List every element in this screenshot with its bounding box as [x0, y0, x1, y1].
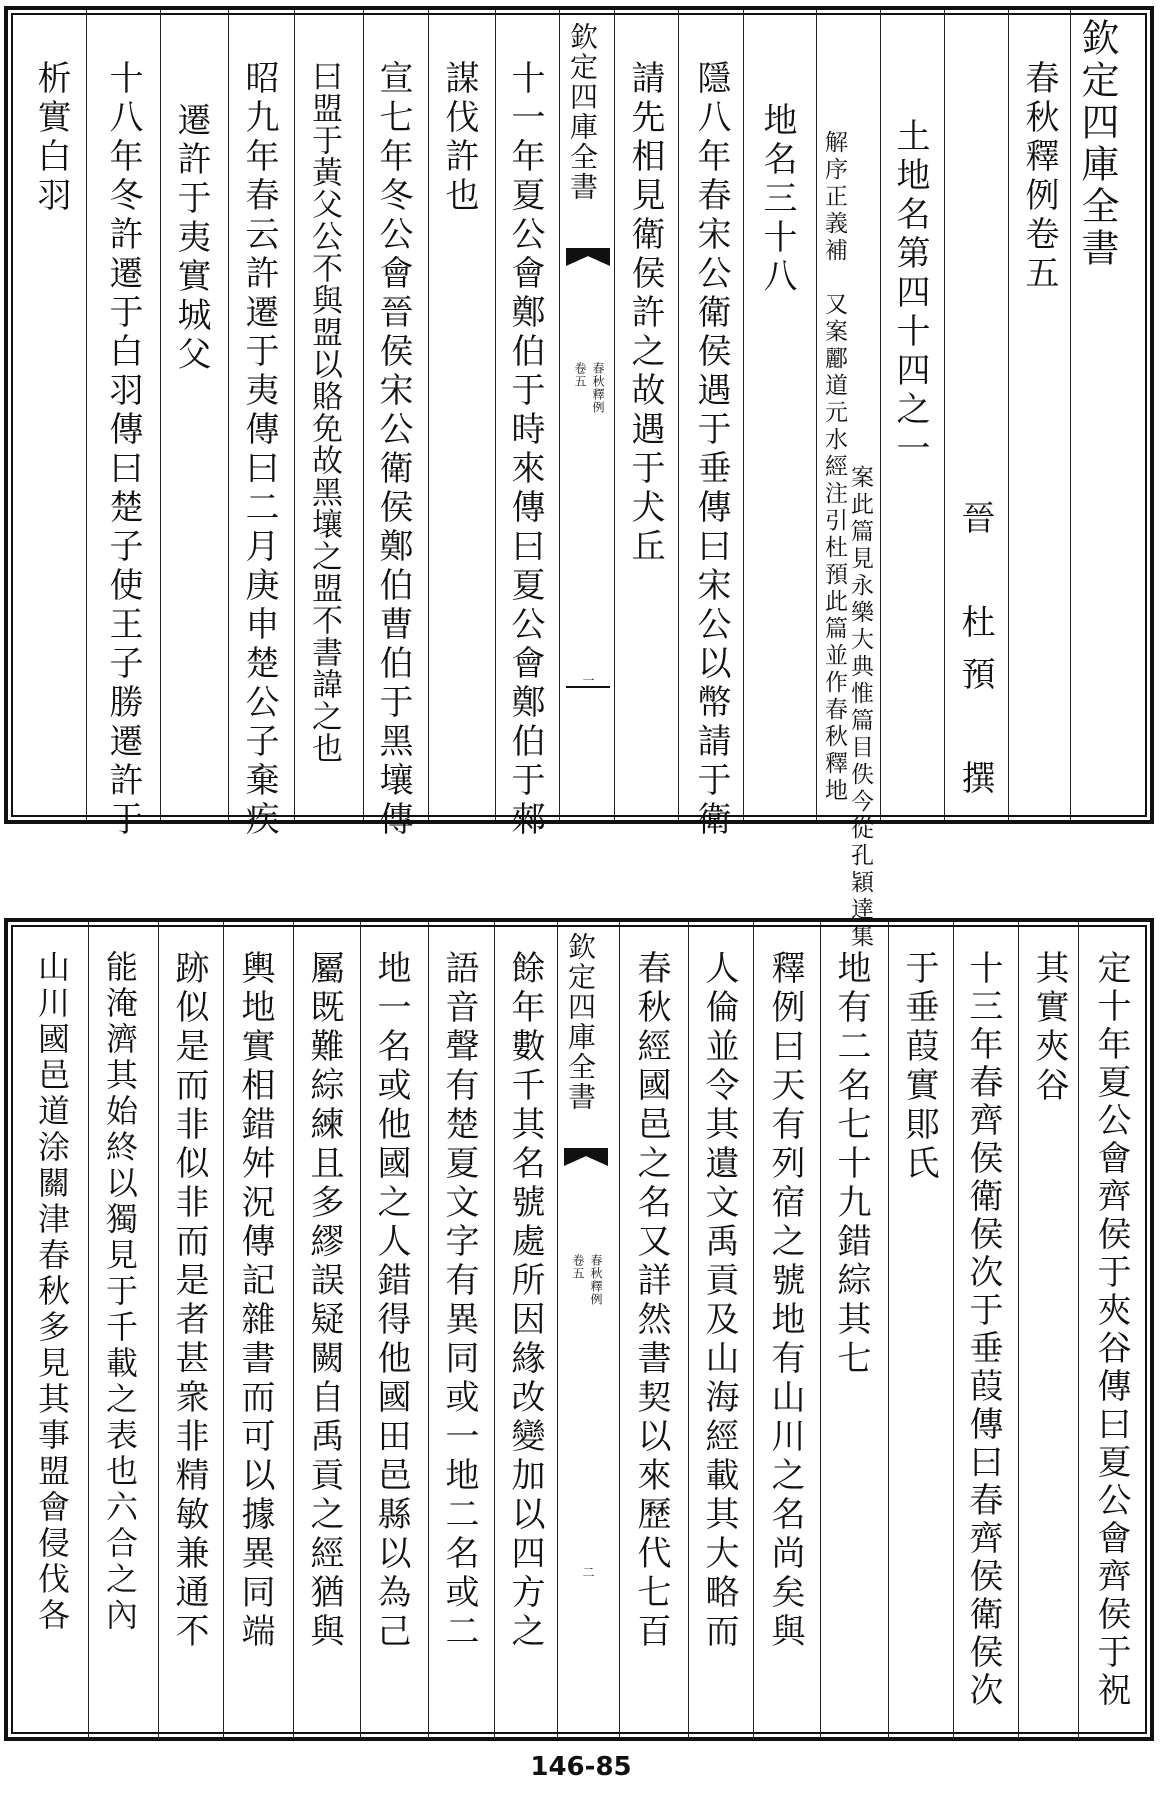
text-column: 跡似是而非似非而是者甚衆非精敏兼通不	[169, 950, 209, 1652]
column-rule	[557, 922, 559, 1737]
text-column: 人倫並令其遺文禹貢及山海經載其大略而	[699, 950, 739, 1652]
column-rule	[688, 922, 690, 1737]
bottom-page	[4, 918, 1154, 1741]
column-rule	[1008, 10, 1010, 820]
collection-title: 欽定四庫全書	[1075, 18, 1119, 270]
column-rule	[753, 922, 755, 1737]
column-rule	[228, 10, 230, 820]
column-rule	[360, 922, 362, 1737]
column-rule	[428, 10, 430, 820]
column-rule	[428, 922, 430, 1737]
column-rule	[614, 10, 616, 820]
column-rule	[953, 922, 955, 1737]
text-column: 地名三十八	[757, 102, 797, 297]
text-column: 定十年夏公會齊侯于夾谷傳曰夏公會齊侯于祝	[1091, 950, 1131, 1710]
column-rule	[743, 10, 745, 820]
column-rule	[880, 10, 882, 820]
column-rule	[160, 10, 162, 820]
spine-volume: 卷五	[573, 362, 587, 388]
fish-tail-mark	[564, 1148, 608, 1166]
text-column: 輿地實相錯舛況傳記雜書而可以據異同端	[235, 950, 275, 1652]
text-column: 其實夾谷	[1029, 950, 1069, 1106]
text-column: 山川國邑道涂關津春秋多見其事盟會侵伐各	[33, 950, 71, 1634]
text-column: 餘年數千其名號處所因緣改變加以四方之	[505, 950, 545, 1652]
text-column: 春秋經國邑之名又詳然書契以來歷代七百	[631, 950, 671, 1652]
column-rule	[1070, 10, 1072, 820]
column-rule	[820, 922, 822, 1737]
text-column: 十三年春齊侯衛侯次于垂葭傳曰春齊侯衛侯次	[963, 950, 1003, 1710]
column-rule	[494, 922, 496, 1737]
spine-title: 欽定四庫全書	[564, 932, 597, 1112]
spine-page: 二	[581, 1566, 595, 1579]
column-rule	[816, 10, 818, 820]
column-rule	[223, 922, 225, 1737]
text-column: 隱八年春宋公衛侯遇于垂傳曰宋公以幣請于衛	[691, 60, 731, 840]
column-rule	[363, 10, 365, 820]
chapter-heading: 土地名第四十四之一	[890, 118, 930, 469]
text-column: 十八年冬許遷于白羽傳曰楚子使王子勝遷許于	[103, 60, 143, 840]
text-column: 地有二名七十九錯綜其七	[831, 950, 871, 1379]
text-column: 屬既難綜練且多繆誤疑闕自禹貢之經猶與	[304, 950, 344, 1652]
text-column: 語音聲有楚夏文字有異同或一地二名或二	[439, 950, 479, 1652]
spine-title: 欽定四庫全書	[566, 22, 599, 202]
column-rule	[293, 922, 295, 1737]
text-column: 釋例曰天有列宿之號地有山川之名尚矣與	[765, 950, 805, 1652]
spine-label: 春秋釋例	[589, 1254, 603, 1306]
column-rule	[88, 922, 90, 1737]
column-rule	[678, 10, 680, 820]
editorial-note: 解序正義補 又案酈道元水經注引杜預此篇並作春秋釋地	[821, 130, 847, 805]
column-rule	[294, 10, 296, 820]
column-rule	[888, 922, 890, 1737]
text-column: 謀伐許也	[439, 60, 479, 216]
column-rule	[86, 10, 88, 820]
column-rule	[1078, 922, 1080, 1737]
column-rule	[158, 922, 160, 1737]
spine-volume: 卷五	[571, 1254, 585, 1280]
text-column: 地一名或他國之人錯得他國田邑縣以為己	[371, 950, 411, 1652]
column-rule	[619, 922, 621, 1737]
spine-page: 一	[581, 674, 595, 687]
text-column: 十一年夏公會鄭伯于時來傳曰夏公會鄭伯于郲	[505, 60, 545, 840]
column-rule	[559, 10, 561, 820]
text-column: 昭九年春云許遷于夷傳曰二月庚申楚公子棄疾	[239, 60, 279, 840]
top-page	[4, 6, 1154, 951]
text-column: 于垂葭實郥氏	[899, 950, 939, 1184]
spine-label: 春秋釋例	[591, 362, 605, 414]
column-rule	[944, 10, 946, 820]
text-column: 能淹濟其始終以獨見于千載之表也六合之內	[101, 950, 139, 1634]
column-rule	[495, 10, 497, 820]
text-column: 析實白羽	[31, 60, 71, 216]
editorial-note: 案此篇見永樂大典惟篇目佚今從孔穎達集	[847, 465, 873, 951]
text-column: 請先相見衛侯許之故遇于犬丘	[625, 60, 665, 567]
text-column: 曰盟于黃父公不與盟以賂免故黑壤之盟不書諱之也	[306, 60, 342, 764]
text-column: 宣七年冬公會晉侯宋公衛侯鄭伯曹伯于黑壤傳	[373, 60, 413, 840]
fish-tail-mark	[566, 248, 610, 266]
text-column: 遷許于夷實城父	[171, 102, 211, 375]
author-line: 晉 杜預 撰	[955, 500, 995, 812]
book-title: 春秋釋例卷五	[1019, 60, 1059, 294]
column-rule	[1018, 922, 1020, 1737]
page-number: 146-85	[530, 1752, 632, 1782]
